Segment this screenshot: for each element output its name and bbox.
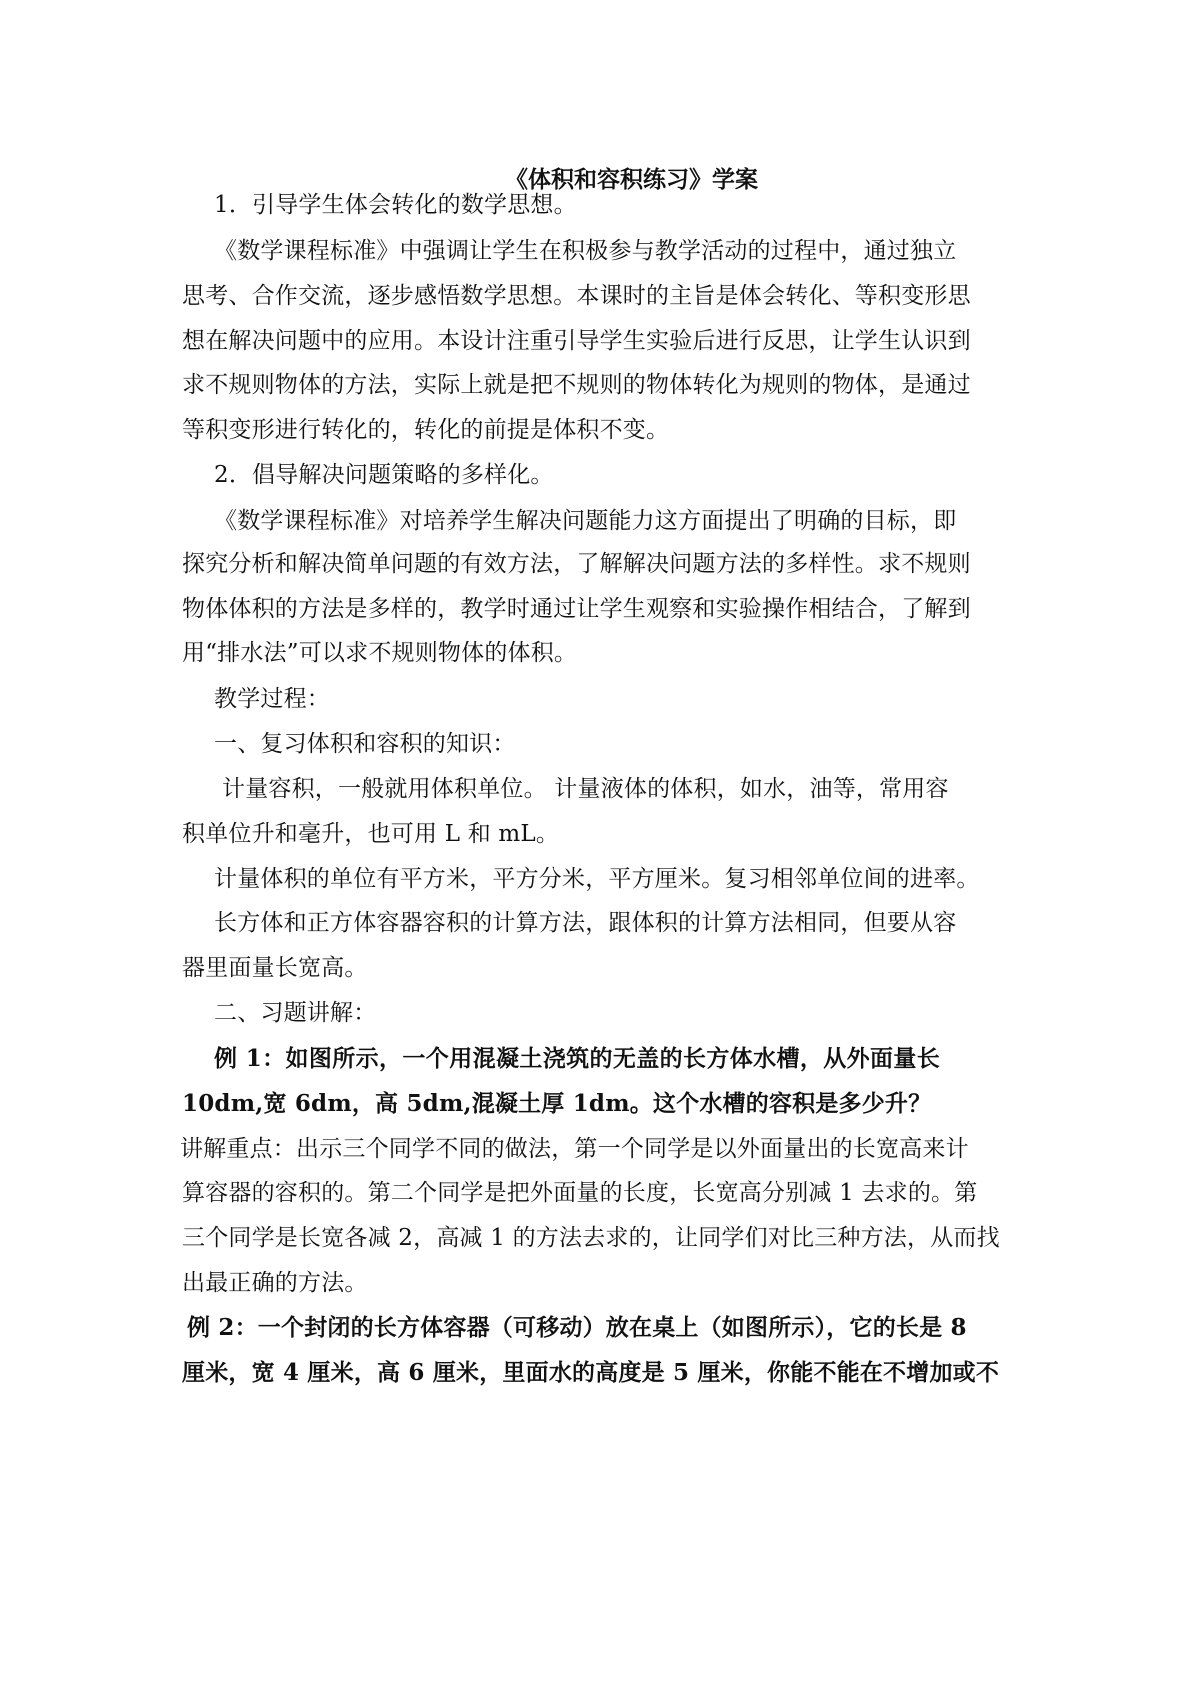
paragraph-2-line-3: 物体体积的方法是多样的，教学时通过让学生观察和实验操作相结合，了解到 — [182, 596, 971, 622]
paragraph-1-line-4: 求不规则物体的方法，实际上就是把不规则的物体转化为规则的物体，是通过 — [182, 372, 971, 398]
review-line-2: 积单位升和毫升，也可用 L 和 mL。 — [182, 821, 560, 847]
example-1-line-1: 例 1：如图所示，一个用混凝土浇筑的无盖的长方体水槽，从外面量长 — [214, 1045, 940, 1072]
paragraph-2-line-2: 探究分析和解决简单问题的有效方法，了解解决问题方法的多样性。求不规则 — [182, 551, 971, 577]
exercise-heading: 二、习题讲解： — [214, 1000, 377, 1026]
review-line-3: 计量体积的单位有平方米，平方分米，平方厘米。复习相邻单位间的进率。 — [214, 866, 980, 892]
example-2-line-2: 厘米，宽 4 厘米，高 6 厘米，里面水的高度是 5 厘米，你能不能在不增加或不 — [182, 1359, 1000, 1386]
paragraph-1-line-3: 想在解决问题中的应用。本设计注重引导学生实验后进行反思，让学生认识到 — [182, 328, 971, 354]
review-heading: 一、复习体积和容积的知识： — [214, 731, 516, 757]
section-2-heading: 2．倡导解决问题策略的多样化。 — [214, 462, 554, 488]
explanation-line-3: 三个同学是长宽各减 2，高减 1 的方法去求的，让同学们对比三种方法，从而找 — [182, 1225, 1000, 1251]
example-1-line-2: 10dm,宽 6dm，高 5dm,混凝土厚 1dm。这个水槽的容积是多少升？ — [182, 1090, 932, 1117]
paragraph-2-line-1: 《数学课程标准》对培养学生解决问题能力这方面提出了明确的目标，即 — [214, 508, 957, 534]
explanation-line-1: 讲解重点：出示三个同学不同的做法，第一个同学是以外面量出的长宽高来计 — [180, 1136, 969, 1162]
paragraph-1-line-5: 等积变形进行转化的，转化的前提是体积不变。 — [182, 417, 670, 443]
review-line-4: 长方体和正方体容器容积的计算方法，跟体积的计算方法相同，但要从容 — [214, 910, 957, 936]
explanation-line-4: 出最正确的方法。 — [182, 1270, 368, 1296]
review-line-1: 计量容积，一般就用体积单位。 计量液体的体积，如水，油等，常用容 — [222, 776, 949, 802]
section-1-heading: 1．引导学生体会转化的数学思想。 — [214, 192, 577, 218]
paragraph-1-line-1: 《数学课程标准》中强调让学生在积极参与教学活动的过程中，通过独立 — [214, 238, 957, 264]
review-line-5: 器里面量长宽高。 — [182, 955, 368, 981]
document-title: 《体积和容积练习》学案 — [505, 166, 758, 193]
paragraph-2-line-4: 用“排水法”可以求不规则物体的体积。 — [182, 640, 578, 666]
example-2-line-1: 例 2：一个封闭的长方体容器（可移动）放在桌上（如图所示），它的长是 8 — [187, 1314, 967, 1341]
teaching-process-heading: 教学过程： — [214, 686, 330, 712]
explanation-line-2: 算容器的容积的。第二个同学是把外面量的长度，长宽高分别减 1 去求的。第 — [182, 1180, 978, 1206]
paragraph-1-line-2: 思考、合作交流，逐步感悟数学思想。本课时的主旨是体会转化、等积变形思 — [182, 283, 971, 309]
